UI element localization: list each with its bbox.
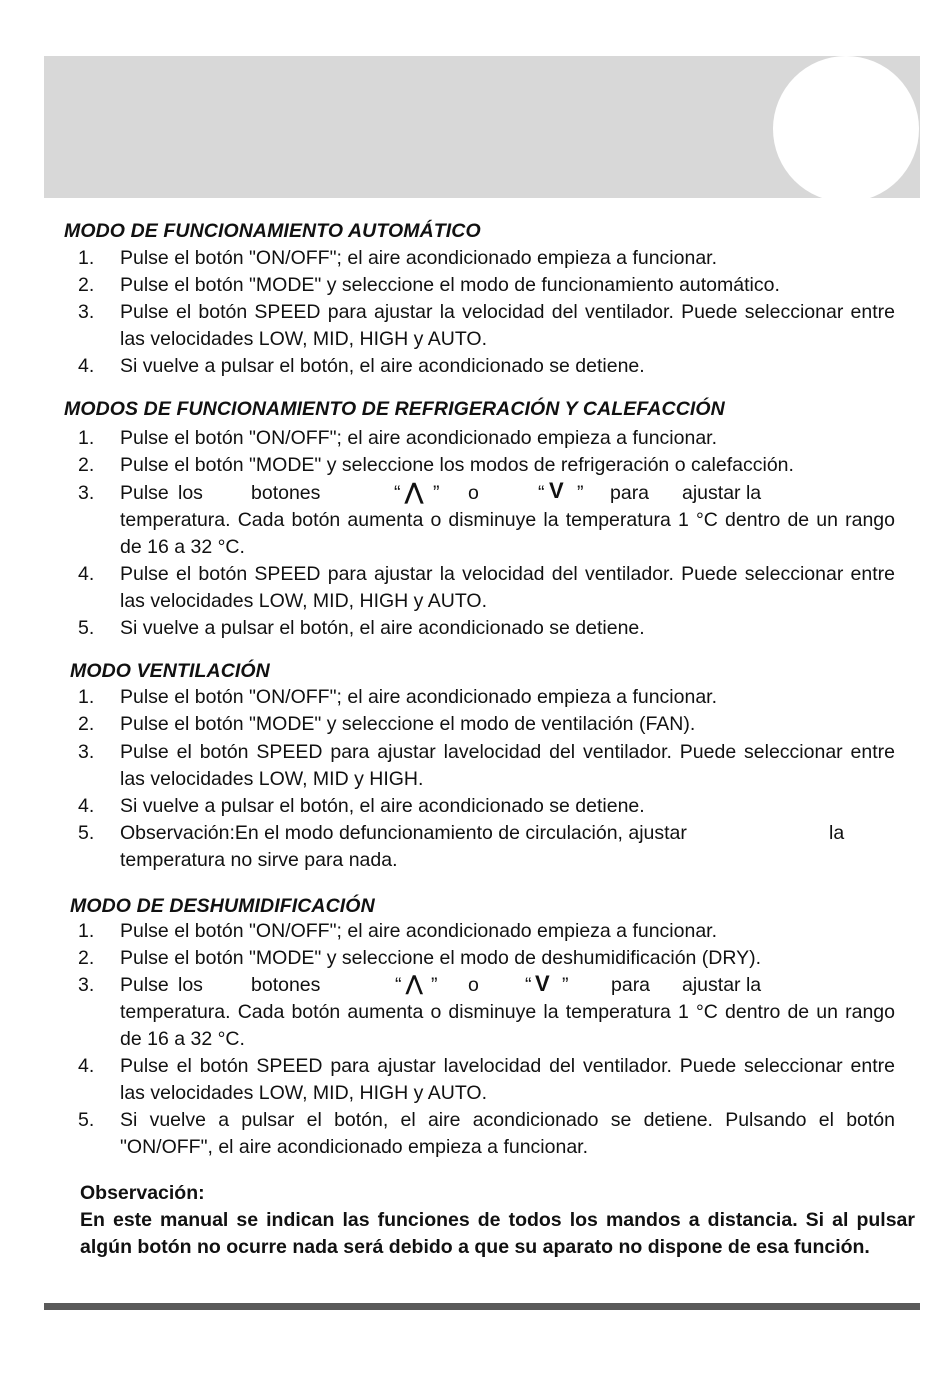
item-number: 4. <box>78 563 95 585</box>
item-text: Pulse el botón "ON/OFF"; el aire acondicionado empieza a funcionar. <box>120 427 718 449</box>
item-number: 1. <box>78 686 95 708</box>
item-number: 4. <box>78 355 95 377</box>
item-number: 5. <box>78 617 95 639</box>
word: o <box>468 482 479 504</box>
item-number: 3. <box>78 974 95 996</box>
item-text: Pulse el botón "MODE" y seleccione el modo de deshumidificación (DRY). <box>120 947 762 969</box>
word: ajustar la <box>682 974 762 996</box>
item-text: Pulse el botón "MODE" y seleccione el modo de ventilación (FAN). <box>120 713 696 735</box>
arrow-up-icon: ⋀ <box>406 973 423 995</box>
quote: “ <box>525 974 532 996</box>
item-number: 3. <box>78 482 95 504</box>
word: botones <box>251 974 321 996</box>
item-number: 2. <box>78 947 95 969</box>
item-text: temperatura. Cada botón aumenta o disminuye la temperatura 1 °C dentro de un rango de 16 a 32 °C. <box>120 509 895 558</box>
note-block <box>80 1180 915 1261</box>
word: los <box>178 482 203 504</box>
word: Pulse <box>120 482 169 504</box>
item-text: Pulse el botón "ON/OFF"; el aire acondicionado empieza a funcionar. <box>120 920 718 942</box>
item-text: Pulse el botón "ON/OFF"; el aire acondicionado empieza a funcionar. <box>120 247 718 269</box>
word: para <box>611 974 651 996</box>
note-title: Observación: <box>80 1182 205 1204</box>
item-text: Si vuelve a pulsar el botón, el aire acondicionado se detiene. <box>120 355 645 377</box>
footer-rule <box>44 1303 920 1310</box>
arrow-down-icon: V <box>549 478 564 503</box>
word: para <box>610 482 650 504</box>
item-number: 3. <box>78 741 95 763</box>
item-text: Pulse el botón SPEED para ajustar lavelocidad del ventilador. Puede seleccionar entre las velocidades LOW, MID, HIGH y AUTO. <box>120 1055 895 1104</box>
item-text: Pulse el botón "MODE" y seleccione los modos de refrigeración o calefacción. <box>120 454 794 476</box>
item-number: 1. <box>78 247 95 269</box>
item-number: 5. <box>78 1109 95 1131</box>
word: ajustar la <box>682 482 762 504</box>
item-text: Pulse el botón SPEED para ajustar la velocidad del ventilador. Puede seleccionar entre las velocidades LOW, MID, HIGH y AUTO. <box>120 563 895 612</box>
header-circle <box>773 56 919 198</box>
item-number: 2. <box>78 274 95 296</box>
item-number: 4. <box>78 795 95 817</box>
arrow-down-icon: V <box>535 971 550 996</box>
item-number: 5. <box>78 822 95 844</box>
item-text: Pulse el botón "MODE" y seleccione el modo de funcionamiento automático. <box>120 274 780 296</box>
quote: ” <box>562 974 569 996</box>
quote: ” <box>433 482 440 504</box>
item-number: 1. <box>78 920 95 942</box>
section-title-cool-heat: MODOS DE FUNCIONAMIENTO DE REFRIGERACIÓN Y CALEFACCIÓN <box>64 398 725 420</box>
quote: ” <box>577 482 584 504</box>
item-text: Si vuelve a pulsar el botón, el aire acondicionado se detiene. Pulsando el botón "ON/OFF", el aire acondicionado empieza a funcionar. <box>120 1109 895 1158</box>
quote: “ <box>395 974 402 996</box>
header-band <box>44 56 920 198</box>
item-text: Pulse el botón SPEED para ajustar la velocidad del ventilador. Puede seleccionar entre las velocidades LOW, MID, HIGH y AUTO. <box>120 301 895 350</box>
quote: ” <box>431 974 438 996</box>
item-number: 2. <box>78 454 95 476</box>
item-text: temperatura no sirve para nada. <box>120 849 398 871</box>
word: o <box>468 974 479 996</box>
item-text: Si vuelve a pulsar el botón, el aire acondicionado se detiene. <box>120 617 645 639</box>
section-title-fan: MODO VENTILACIÓN <box>70 660 270 682</box>
arrow-up-icon: ⋀ <box>405 479 424 504</box>
quote: “ <box>538 482 545 504</box>
section-title-dry: MODO DE DESHUMIDIFICACIÓN <box>70 895 375 917</box>
word: la <box>829 822 845 844</box>
item-number: 4. <box>78 1055 95 1077</box>
item-text: temperatura. Cada botón aumenta o disminuye la temperatura 1 °C dentro de un rango de 16 a 32 °C. <box>120 1001 895 1050</box>
word: los <box>178 974 203 996</box>
note-body: En este manual se indican las funciones de todos los mandos a distancia. Si al pulsar algún botón no ocurre nada será debido a que su aparato no dispone de esa función. <box>80 1209 915 1258</box>
section-title-auto: MODO DE FUNCIONAMIENTO AUTOMÁTICO <box>64 220 481 242</box>
item-text: Pulse el botón "ON/OFF"; el aire acondicionado empieza a funcionar. <box>120 686 718 708</box>
item-number: 2. <box>78 713 95 735</box>
quote: “ <box>394 482 401 504</box>
word: botones <box>251 482 321 504</box>
word: Observación:En el modo defuncionamiento de circulación, ajustar <box>120 822 687 844</box>
item-number: 3. <box>78 301 95 323</box>
word: Pulse <box>120 974 169 996</box>
item-text: Si vuelve a pulsar el botón, el aire acondicionado se detiene. <box>120 795 645 817</box>
item-text: Pulse el botón SPEED para ajustar lavelocidad del ventilador. Puede seleccionar entre las velocidades LOW, MID y HIGH. <box>120 741 895 790</box>
item-number: 1. <box>78 427 95 449</box>
